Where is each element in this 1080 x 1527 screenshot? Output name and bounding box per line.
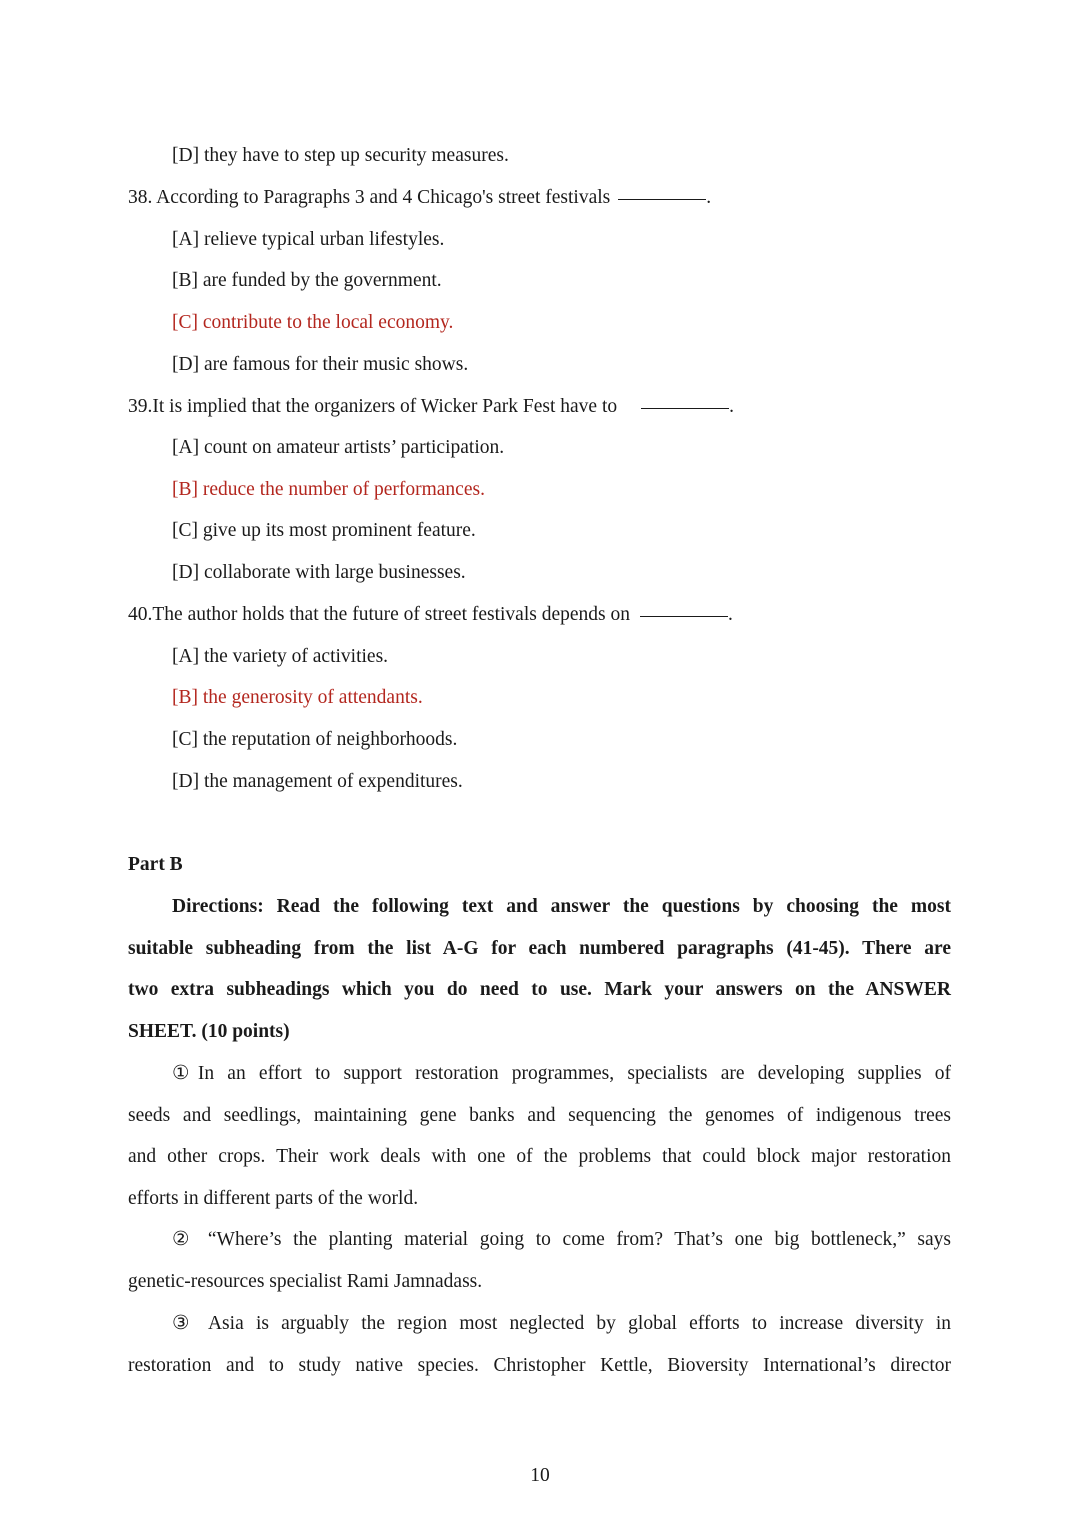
q39-stem bbox=[128, 397, 734, 417]
q40-option-a: [A] the variety of activities. bbox=[172, 646, 389, 667]
paragraph-line: ①In an effort to support restoration programmes, specialists are developing supplies of bbox=[172, 1063, 951, 1084]
directions-line: two extra subheadings which you do need to use. Mark your answers on the ANSWER bbox=[128, 979, 951, 1001]
q38-option-a: [A] relieve typical urban lifestyles. bbox=[172, 229, 445, 250]
q38-option-d: [D] are famous for their music shows. bbox=[172, 354, 469, 375]
part-b-heading: Part B bbox=[128, 854, 183, 875]
q40-option-b-answer: [B] the generosity of attendants. bbox=[172, 687, 423, 708]
q38-option-b: [B] are funded by the government. bbox=[172, 270, 442, 291]
answer-blank bbox=[640, 616, 728, 617]
q40-option-d: [D] the management of expenditures. bbox=[172, 771, 463, 792]
paragraph-line: efforts in different parts of the world. bbox=[128, 1187, 419, 1209]
q38-option-c-answer: [C] contribute to the local economy. bbox=[172, 312, 454, 333]
q39-stem-end: . bbox=[729, 396, 735, 417]
paragraph-line: ③ Asia is arguably the region most neglected by global efforts to increase diversity in bbox=[172, 1313, 951, 1334]
q38-stem-text: 38. According to Paragraphs 3 and 4 Chicago's street festivals bbox=[128, 187, 611, 208]
q37-option-d: [D] they have to step up security measures. bbox=[172, 145, 509, 166]
q39-option-d: [D] collaborate with large businesses. bbox=[172, 562, 466, 583]
q40-option-c: [C] the reputation of neighborhoods. bbox=[172, 729, 458, 750]
directions-line: suitable subheading from the list A-G for each numbered paragraphs (41-45). There are bbox=[128, 937, 951, 959]
paragraph-2 bbox=[128, 1230, 951, 1313]
answer-blank bbox=[618, 199, 706, 200]
q40-stem bbox=[128, 605, 733, 625]
q38-stem bbox=[128, 188, 711, 208]
q39-option-b-answer: [B] reduce the number of performances. bbox=[172, 479, 485, 500]
paragraph-line: restoration and to study native species. Christopher Kettle, Bioversity International’s director bbox=[128, 1354, 951, 1376]
paragraph-line: genetic-resources specialist Rami Jamnadass. bbox=[128, 1270, 483, 1292]
q40-stem-text: 40.The author holds that the future of street festivals depends on bbox=[128, 604, 630, 625]
paragraph-line: and other crops. Their work deals with one of the problems that could block major restoration bbox=[128, 1146, 951, 1168]
answer-blank bbox=[641, 408, 729, 409]
paragraph-1 bbox=[128, 1064, 951, 1230]
q40-stem-end: . bbox=[728, 604, 733, 625]
part-b-directions bbox=[128, 897, 951, 1063]
paragraph-3 bbox=[128, 1314, 951, 1397]
directions-line: SHEET. (10 points) bbox=[128, 1020, 290, 1042]
directions-line: Directions: Read the following text and answer the questions by choosing the most bbox=[172, 896, 951, 917]
page-number: 10 bbox=[530, 1465, 550, 1486]
q39-option-c: [C] give up its most prominent feature. bbox=[172, 520, 476, 541]
paragraph-line: seeds and seedlings, maintaining gene banks and sequencing the genomes of indigenous trees bbox=[128, 1104, 951, 1126]
paragraph-line: ② “Where’s the planting material going to come from? That’s one big bottleneck,” says bbox=[172, 1229, 951, 1250]
q39-stem-text: 39.It is implied that the organizers of Wicker Park Fest have to bbox=[128, 396, 618, 417]
q38-stem-end: . bbox=[706, 187, 712, 208]
q39-option-a: [A] count on amateur artists’ participation. bbox=[172, 437, 505, 458]
